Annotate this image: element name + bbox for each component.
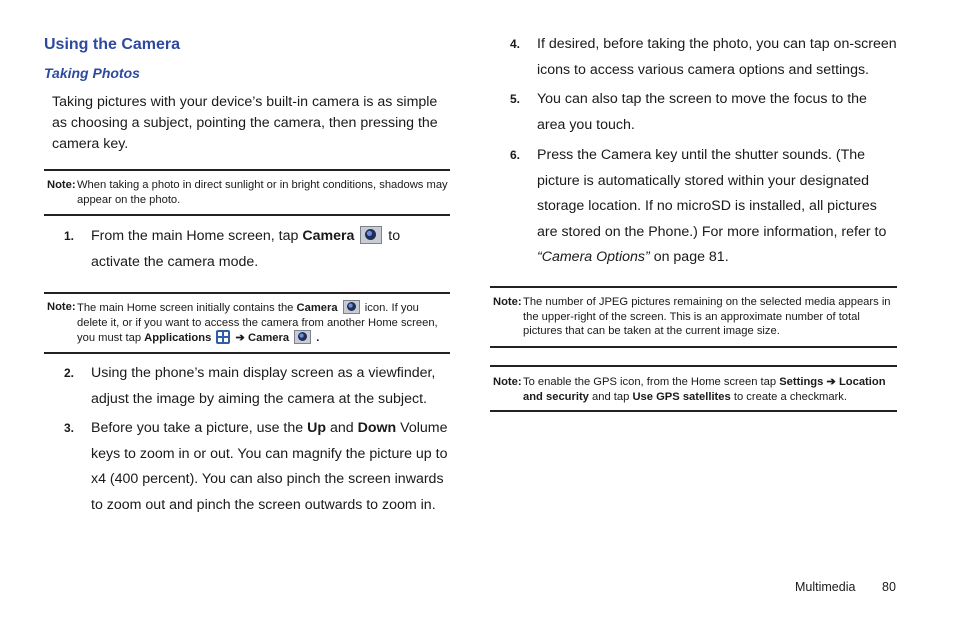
camera-icon (360, 226, 382, 244)
step-text: Using the phone’s main display screen as a viewfinder, adjust the image by aiming the camera at the subject. (91, 365, 436, 407)
note-text: The number of JPEG pictures remaining on the selected media appears in the upper-right of the screen. This is an approximate number of total pictures that can be taken at the current image size. (523, 296, 891, 338)
step-number: 6. (510, 148, 521, 162)
note-gps (490, 365, 897, 412)
cross-reference-link[interactable]: “Camera Options” (537, 249, 650, 265)
step-number: 3. (64, 421, 75, 435)
note-sunlight (44, 169, 450, 216)
subsection-title: Taking Photos (44, 65, 140, 81)
step-6 (510, 143, 897, 271)
step-text: Before you take a picture, use the Up and Down Volume keys to zoom in or out. You can magnify the picture up to x4 (400 percent). You can also pinch the screen inwards to zoom out and pinch the screen outwards to zoom in. (91, 420, 448, 513)
arrow-icon: ➔ (235, 332, 245, 345)
step-3 (64, 416, 450, 518)
note-text: The main Home screen initially contains the Camera icon. If you delete it, or if you want to access the camera from another Home screen, you must tap Applications ➔ Camera . (77, 302, 438, 345)
note-text: To enable the GPS icon, from the Home screen tap Settings ➔ Location and security and tap Use GPS satellites to create a checkmark. (523, 376, 886, 403)
camera-icon (294, 330, 311, 344)
note-jpeg-count (490, 286, 897, 348)
step-1 (64, 224, 450, 275)
applications-icon (216, 330, 230, 344)
note-label: Note: (47, 179, 76, 191)
step-text-end: to activate the camera mode. (91, 228, 401, 270)
step-2 (64, 361, 450, 412)
step-text: You can also tap the screen to move the focus to the area you touch. (537, 91, 867, 133)
step-number: 4. (510, 37, 521, 51)
step-text: If desired, before taking the photo, you can tap on-screen icons to access various camera options and settings. (537, 36, 897, 78)
step-number: 2. (64, 366, 75, 380)
step-text: From the main Home screen, tap (91, 228, 303, 244)
intro-paragraph: Taking pictures with your device’s built-in camera is as simple as choosing a subject, pointing the camera, then pressing the camera key. (52, 94, 438, 152)
note-home-screen (44, 292, 450, 354)
camera-icon (343, 300, 360, 314)
step-number: 1. (64, 229, 75, 243)
note-text: When taking a photo in direct sunlight or in bright conditions, shadows may appear on the photo. (77, 179, 448, 206)
section-title: Using the Camera (44, 36, 181, 53)
note-label: Note: (493, 376, 522, 388)
step-4 (510, 32, 897, 83)
footer-section: Multimedia (795, 580, 856, 594)
note-label: Note: (493, 296, 522, 308)
note-label: Note: (47, 301, 76, 313)
page-number: 80 (882, 580, 896, 594)
step-5 (510, 87, 897, 138)
camera-label: Camera (302, 228, 355, 244)
step-text: Press the Camera key until the shutter sounds. (The picture is automatically stored within your designated storage location. If no microSD is installed, all pictures are stored on the Phone.) For more information, refer to “Camera Options” on page 81. (537, 147, 887, 265)
arrow-icon: ➔ (826, 376, 836, 388)
step-number: 5. (510, 92, 521, 106)
